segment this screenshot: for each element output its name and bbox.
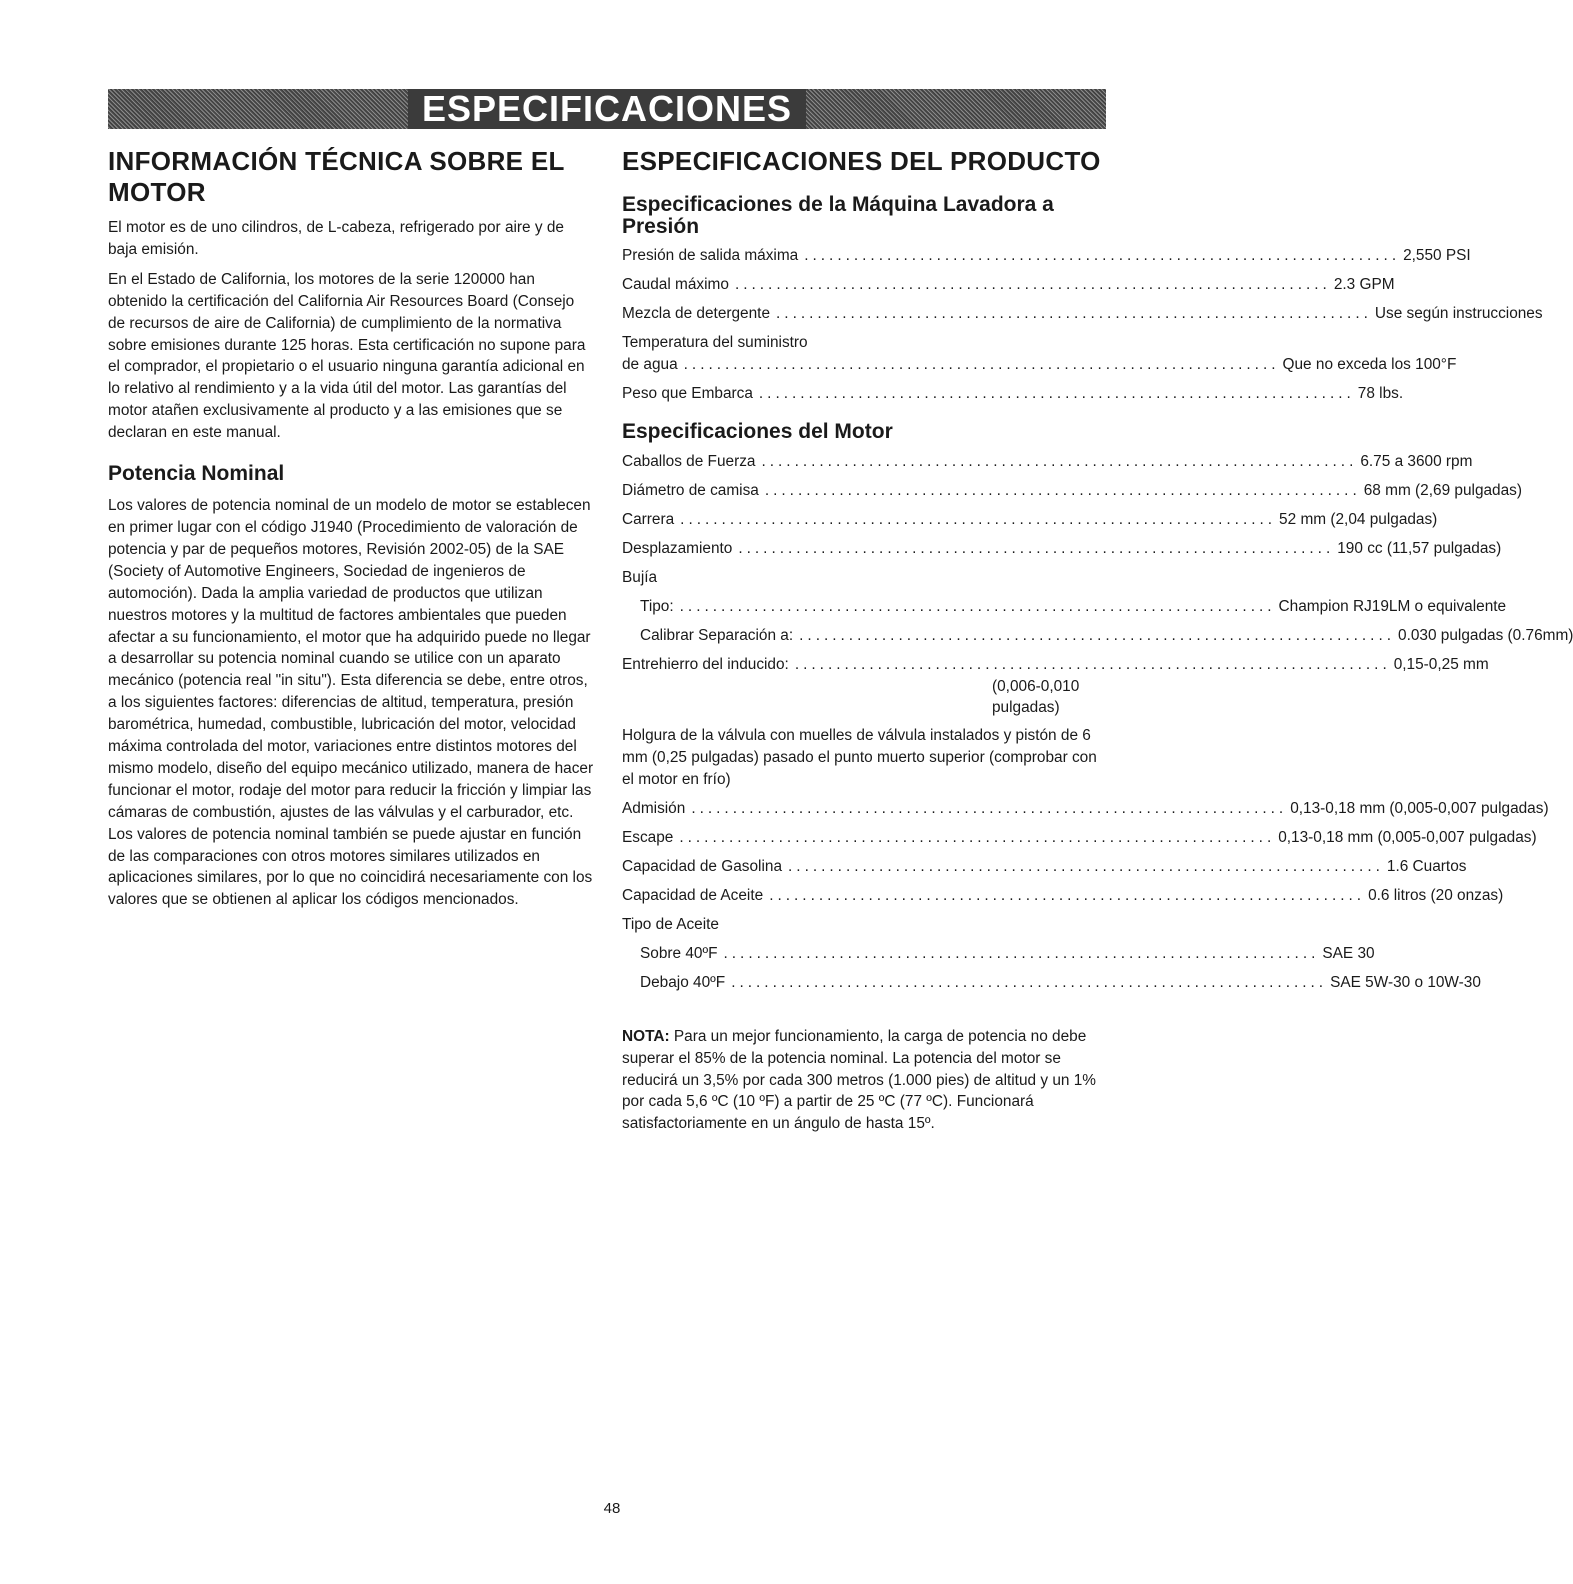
section-banner: [108, 89, 1106, 129]
spec-value: 0,13-0,18 mm (0,005-0,007 pulgadas): [1278, 828, 1537, 846]
spec-row-detergent: [622, 303, 1543, 325]
product-specs-title: ESPECIFICACIONES DEL PRODUCTO: [622, 146, 1101, 176]
engine-info-paragraph-1: El motor es de uno cilindros, de L-cabeza, refrigerado por aire y de baja emisión.: [108, 219, 564, 258]
water-temp-label: Temperatura del suministro: [622, 334, 808, 351]
spec-row-plug-gap: [622, 625, 1573, 647]
dot-leader: ........................................................................: [758, 385, 1355, 402]
spec-value: 190 cc (11,57 pulgadas): [1337, 540, 1502, 557]
spec-value: SAE 5W-30 o 10W-30: [1330, 973, 1481, 991]
dot-leader: ........................................................................: [734, 276, 1331, 293]
spec-label: Admisión: [622, 799, 686, 817]
spec-value: SAE 30: [1322, 944, 1375, 962]
washer-specs-heading: Especificaciones de la Máquina Lavadora a Presión: [622, 193, 1054, 238]
dot-leader: ........................................................................: [761, 453, 1358, 470]
motor-specs-heading: Especificaciones del Motor: [622, 420, 893, 443]
spec-row-armature-gap: [622, 654, 1489, 676]
dot-leader: ........................................................................: [738, 540, 1335, 557]
spec-value: 1.6 Cuartos: [1386, 857, 1467, 875]
spec-label: Entrehierro del inducido:: [622, 656, 789, 673]
spec-value: 52 mm (2,04 pulgadas): [1279, 511, 1438, 528]
note-text: Para un mejor funcionamiento, la carga de potencia no debe superar el 85% de la potencia nominal. La potencia del motor se reducirá un 3,5% por cada 300 metros (1.000 pies) de altitud y un 1% por cada 5,6 ºC (10 ºF) a partir de 25 ºC (77 ºC). Funcionará satisfactoriamente en un ángulo de hasta 15º.: [622, 1027, 1096, 1133]
dot-leader: ........................................................................: [683, 356, 1280, 373]
note-label: NOTA:: [622, 1027, 670, 1045]
engine-info-paragraph-2: En el Estado de California, los motores de la serie 120000 han obtenido la certificación del California Air Resources Board (Consejo de recursos de aire de California) de cumplimiento de la normativa sobre emisiones durante 125 horas. Esta certificación no supone para el comprador, el propietario o el usuario ninguna garantía adicional en lo relativo al rendimiento y a la vida útil del motor. Las garantías del motor atañen exclusivamente al producto y a las emisiones que se declaran en este manual.: [108, 270, 586, 442]
spec-row-max-flow: [622, 274, 1395, 296]
valve-clearance-note: Holgura de la válvula con muelles de válvula instalados y pistón de 6 mm (0,25 pulgadas) pasado el punto muerto superior (comprobar con el motor en frío): [622, 727, 1097, 788]
right-column: [622, 146, 1573, 1135]
spec-value: Que no exceda los 100°F: [1282, 356, 1457, 373]
spec-label: Caballos de Fuerza: [622, 453, 756, 470]
engine-info-title: INFORMACIÓN TÉCNICA SOBRE EL MOTOR: [108, 146, 565, 207]
oil-type-label: Tipo de Aceite: [622, 915, 719, 933]
spec-row-weight: [622, 383, 1404, 405]
dot-leader: ........................................................................: [794, 656, 1391, 673]
spec-label: Mezcla de detergente: [622, 305, 771, 322]
spec-value: 0.030 pulgadas (0.76mm): [1398, 627, 1573, 644]
dot-leader: ........................................................................: [731, 973, 1328, 991]
spec-value: 2.3 GPM: [1333, 276, 1395, 293]
dot-leader: ........................................................................: [788, 857, 1384, 875]
spec-label: Caudal máximo: [622, 276, 729, 293]
dot-leader: ........................................................................: [769, 886, 1366, 904]
section-banner-title: ESPECIFICACIONES: [408, 89, 806, 129]
spec-value: 0,15-0,25 mm: [1393, 656, 1489, 673]
spec-label: Desplazamiento: [622, 540, 733, 557]
spec-row-oil-above: [622, 943, 1375, 965]
spec-row-plug-type: [622, 596, 1507, 618]
spec-label: Presión de salida máxima: [622, 247, 799, 264]
spec-row-horsepower: [622, 451, 1473, 473]
spec-row-intake: [622, 798, 1549, 820]
spec-label: Escape: [622, 828, 674, 846]
dot-leader: ........................................................................: [804, 247, 1401, 264]
spec-value: 6.75 a 3600 rpm: [1360, 453, 1473, 470]
spec-value: 78 lbs.: [1357, 385, 1404, 402]
armature-gap-value-line-2: (0,006-0,010: [992, 678, 1080, 695]
spec-row-bore: [622, 480, 1522, 502]
spec-row-fuel-capacity: [622, 856, 1467, 878]
dot-leader: ........................................................................: [691, 799, 1288, 817]
spec-value: 2,550 PSI: [1403, 247, 1471, 264]
dot-leader: ........................................................................: [764, 482, 1361, 499]
spec-value: Use según instrucciones: [1374, 305, 1543, 322]
dot-leader: ........................................................................: [776, 305, 1372, 322]
spec-row-stroke: [622, 509, 1438, 531]
dot-leader: ........................................................................: [679, 828, 1276, 846]
spec-row-oil-capacity: [622, 885, 1504, 907]
rated-power-title: Potencia Nominal: [108, 462, 285, 486]
spec-row-max-pressure: [622, 245, 1471, 267]
spec-label: Sobre 40ºF: [640, 944, 718, 962]
performance-note: [622, 1026, 1106, 1136]
spec-row-water-temp: [622, 354, 1457, 376]
spec-value: 68 mm (2,69 pulgadas): [1363, 482, 1522, 499]
armature-gap-value-line-3: pulgadas): [992, 699, 1060, 716]
spec-value: 0,13-0,18 mm (0,005-0,007 pulgadas): [1290, 799, 1549, 817]
page-number: 48: [603, 1500, 621, 1517]
spec-label: Calibrar Separación a:: [640, 627, 794, 644]
spec-label: Debajo 40ºF: [640, 973, 726, 991]
spec-label: Capacidad de Gasolina: [622, 857, 783, 875]
dot-leader: ........................................................................: [799, 627, 1396, 644]
spec-row-displacement: [622, 538, 1502, 560]
spec-label: Peso que Embarca: [622, 385, 753, 402]
spec-value: 0.6 litros (20 onzas): [1368, 886, 1504, 904]
rated-power-paragraph: Los valores de potencia nominal de un modelo de motor se establecen en primer lugar con el código J1940 (Procedimiento de valoración de potencia y par de pequeños motores, Revisión 2002-05) de la SAE (Society of Automotive Engineers, Sociedad de ingenieros de automoción). Dada la amplia variedad de productos que utilizan nuestros motores y la multitud de factores ambientales que pueden afectar a su funcionamiento, el motor que ha adquirido puede no llegar a desarrollar su potencia nominal cuando se utilice con un aparato mecánico (potencia real "in situ"). Esta diferencia se debe, entre otros, a los siguientes factores: diferencias de altitud, temperatura, presión barométrica, humedad, combustible, lubricación del motor, velocidad máxima controlada del motor, variaciones entre distintos motores del mismo modelo, diseño del equipo mecánico utilizado, manera de hacer funcionar el motor, rodaje del motor para reducir la fricción y limpiar las cámaras de combustión, ajustes de las válvulas y el carburador, etc. Los valores de potencia nominal también se puede ajustar en función de las comparaciones con otros motores similares utilizados en aplicaciones similares, por lo que no coincidirá necesariamente con los valores que se obtienen al aplicar los códigos mencionados.: [108, 497, 594, 909]
spec-row-exhaust: [622, 827, 1537, 849]
spec-label: Capacidad de Aceite: [622, 886, 764, 904]
spec-label: Diámetro de camisa: [622, 482, 759, 499]
left-column: [108, 146, 594, 911]
spec-value: Champion RJ19LM o equivalente: [1278, 598, 1507, 615]
spec-label: Tipo:: [640, 598, 674, 615]
dot-leader: ........................................................................: [723, 944, 1320, 962]
spec-row-oil-below: [622, 972, 1481, 994]
spark-plug-label: Bujía: [622, 569, 658, 586]
spec-label: de agua: [622, 356, 678, 373]
dot-leader: ........................................................................: [679, 598, 1276, 615]
spec-label: Carrera: [622, 511, 675, 528]
dot-leader: ........................................................................: [680, 511, 1277, 528]
